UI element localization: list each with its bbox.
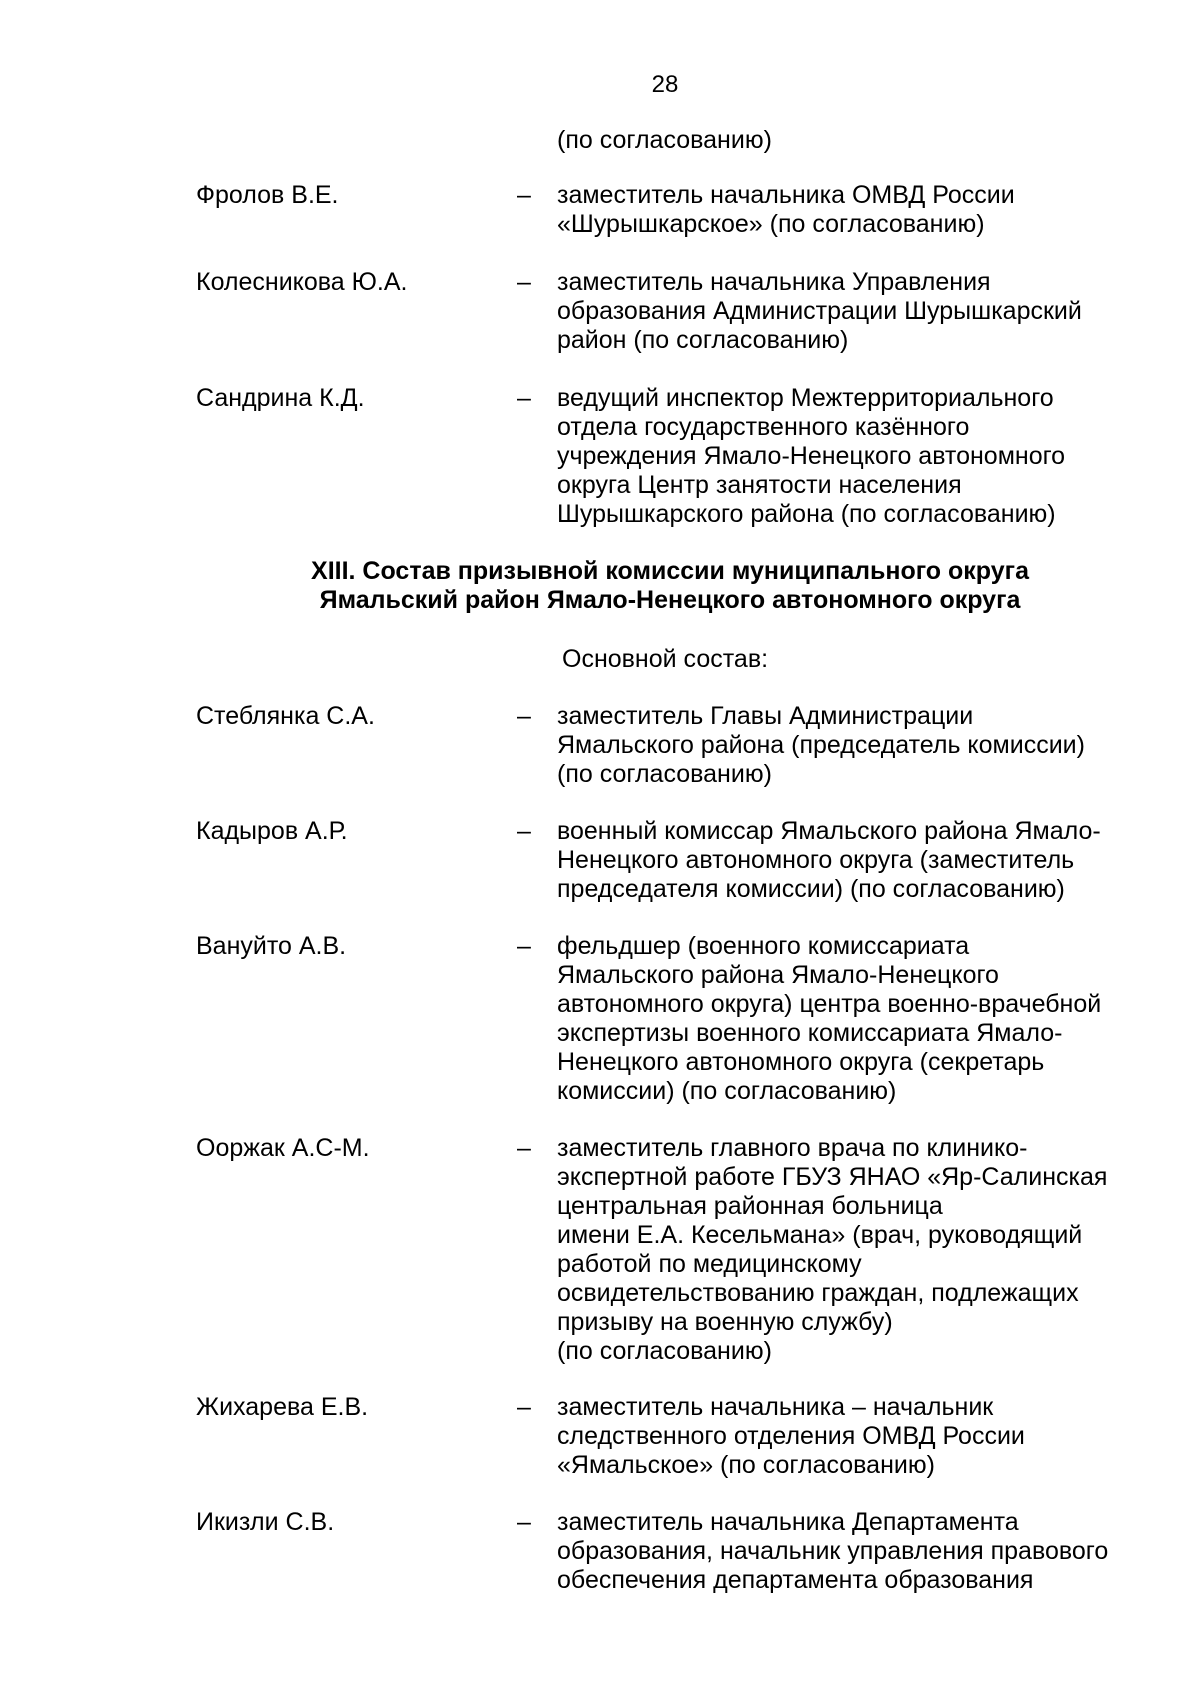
member-name: Ооржак А.С-М. bbox=[196, 1134, 370, 1162]
member-position: заместитель начальника Департамента образования, начальник управления правового обеспечения департамента образования bbox=[557, 1508, 1109, 1594]
member-position: заместитель начальника Управления образования Администрации Шурышкарский район (по согласованию) bbox=[557, 268, 1082, 354]
section-title: XIII. Состав призывной комиссии муниципального округа Ямальский район Ямало-Ненецкого автономного округа bbox=[311, 557, 1029, 614]
member-position: заместитель главного врача по клинико- экспертной работе ГБУЗ ЯНАО «Яр-Салинская центральная районная больница имени Е.А. Кесельмана» (врач, руководящий работой по медицинскому освидетельствованию граждан, подлежащих призыву на военную службу) (по согласованию) bbox=[557, 1134, 1108, 1365]
dash-separator: – bbox=[517, 181, 531, 209]
page-number: 28 bbox=[651, 71, 679, 98]
dash-separator: – bbox=[517, 384, 531, 412]
member-position: заместитель начальника ОМВД России «Шурышкарское» (по согласованию) bbox=[557, 181, 1015, 238]
member-name: Жихарева Е.В. bbox=[196, 1393, 369, 1421]
member-name: Колесникова Ю.А. bbox=[196, 268, 408, 296]
member-name: Вануйто А.В. bbox=[196, 932, 347, 960]
continuation-note: (по согласованию) bbox=[557, 126, 772, 154]
member-name: Кадыров А.Р. bbox=[196, 817, 348, 845]
member-position: ведущий инспектор Межтерриториального отдела государственного казённого учреждения Ямало-Ненецкого автономного округа Центр занятости населения Шурышкарского района (по согласованию) bbox=[557, 384, 1066, 528]
dash-separator: – bbox=[517, 268, 531, 296]
member-position: фельдшер (военного комиссариата Ямальского района Ямало-Ненецкого автономного округа) центра военно-врачебной экспертизы военного комиссариата Ямало- Ненецкого автономного округа (секретарь комиссии) (по согласованию) bbox=[557, 932, 1102, 1105]
dash-separator: – bbox=[517, 1393, 531, 1421]
dash-separator: – bbox=[517, 817, 531, 845]
member-position: военный комиссар Ямальского района Ямало- Ненецкого автономного округа (заместитель председателя комиссии) (по согласованию) bbox=[557, 817, 1101, 903]
member-position: заместитель начальника – начальник следственного отделения ОМВД России «Ямальское» (по согласованию) bbox=[557, 1393, 1025, 1479]
member-name: Сандрина К.Д. bbox=[196, 384, 365, 412]
dash-separator: – bbox=[517, 702, 531, 730]
member-position: заместитель Главы Администрации Ямальского района (председатель комиссии) (по согласованию) bbox=[557, 702, 1085, 788]
dash-separator: – bbox=[517, 1134, 531, 1162]
member-name: Икизли С.В. bbox=[196, 1508, 335, 1536]
member-name: Стеблянка С.А. bbox=[196, 702, 375, 730]
dash-separator: – bbox=[517, 1508, 531, 1536]
section-subheading: Основной состав: bbox=[562, 645, 769, 673]
dash-separator: – bbox=[517, 932, 531, 960]
member-name: Фролов В.Е. bbox=[196, 181, 339, 209]
